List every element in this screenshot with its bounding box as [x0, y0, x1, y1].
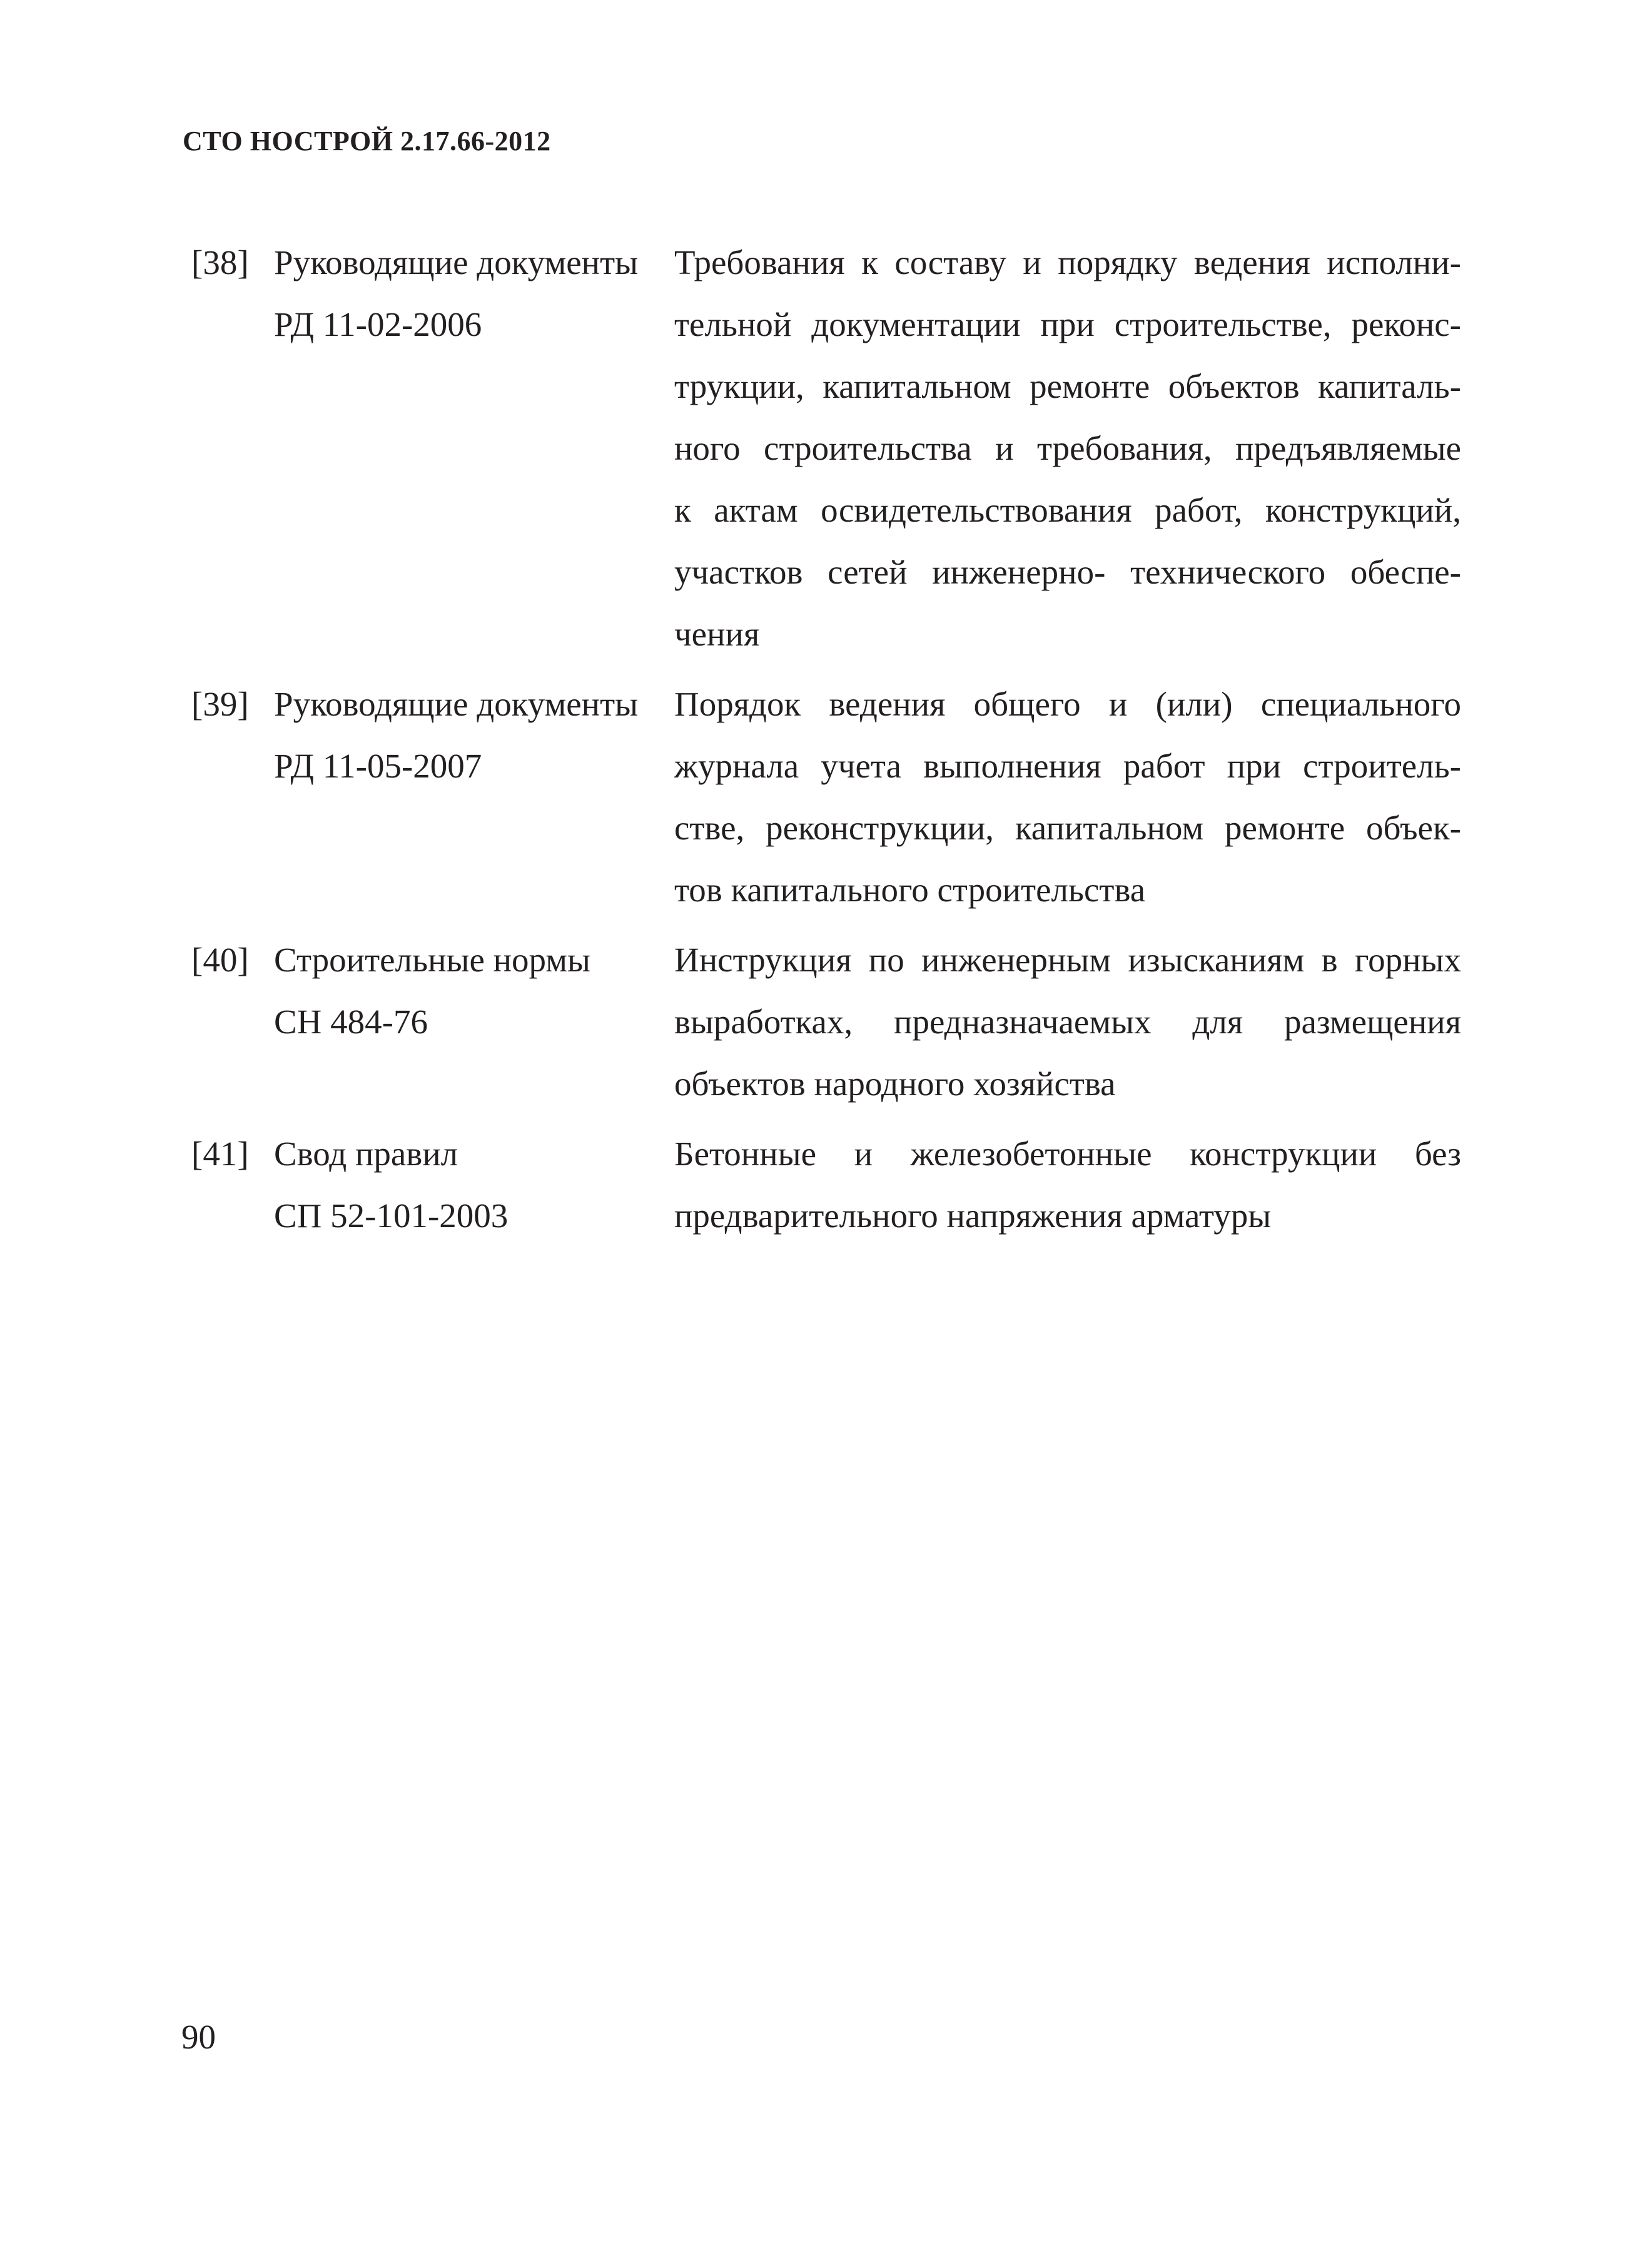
entry-title: [674, 231, 1461, 665]
bibliography-entry: [191, 673, 1461, 921]
entry-number: [41]: [191, 1135, 249, 1173]
entry-title-line: ного строительства и требования, предъявляемые: [674, 429, 1461, 467]
entry-title-line: Инструкция по инженерным изысканиям в горных: [674, 941, 1461, 979]
bibliography-entry: [191, 1123, 1461, 1247]
bibliography-entry: [191, 231, 1461, 665]
entry-source-type: Руководящие документы: [274, 243, 639, 281]
entry-title-line: трукции, капитальном ремонте объектов капиталь-: [674, 367, 1461, 405]
entry-source-code: РД 11-02-2006: [274, 305, 482, 343]
entry-source-code: РД 11-05-2007: [274, 747, 482, 785]
entry-title-line: Бетонные и железобетонные конструкции без: [674, 1135, 1461, 1173]
entry-number: [39]: [191, 685, 249, 723]
entry-title: [674, 1123, 1461, 1247]
entry-title-line: Порядок ведения общего и (или) специального: [674, 685, 1461, 723]
entry-title: [674, 929, 1461, 1115]
entry-title-line: участков сетей инженерно- технического обеспе-: [674, 553, 1461, 591]
entry-title-line: журнала учета выполнения работ при строитель-: [674, 747, 1461, 785]
entry-source: [274, 231, 674, 355]
entry-source-code: СП 52-101-2003: [274, 1197, 509, 1235]
entry-title-line: выработках, предназначаемых для размещения: [674, 1003, 1461, 1041]
entry-title-line: чения: [674, 615, 760, 653]
page-number: 90: [181, 2018, 216, 2056]
entry-source-type: Руководящие документы: [274, 685, 639, 723]
entry-source-type: Свод правил: [274, 1135, 458, 1173]
entry-title-line: объектов народного хозяйства: [674, 1065, 1116, 1103]
entry-title: [674, 673, 1461, 921]
bibliography-list: [191, 231, 1461, 1255]
entry-number: [40]: [191, 941, 249, 979]
entry-source-type: Строительные нормы: [274, 941, 590, 979]
entry-number: [38]: [191, 243, 249, 281]
entry-source-code: СН 484-76: [274, 1003, 428, 1041]
entry-title-line: предварительного напряжения арматуры: [674, 1197, 1272, 1235]
entry-title-line: к актам освидетельствования работ, конструкций,: [674, 491, 1461, 529]
entry-title-line: Требования к составу и порядку ведения исполни-: [674, 243, 1461, 281]
entry-source: [274, 673, 674, 797]
entry-title-line: тов капитального строительства: [674, 871, 1146, 909]
bibliography-entry: [191, 929, 1461, 1115]
entry-title-line: тельной документации при строительстве, реконс-: [674, 305, 1461, 343]
entry-source: [274, 1123, 674, 1247]
entry-title-line: стве, реконструкции, капитальном ремонте объек-: [674, 809, 1461, 847]
document-header-code: СТО НОСТРОЙ 2.17.66-2012: [183, 126, 551, 156]
entry-source: [274, 929, 674, 1053]
